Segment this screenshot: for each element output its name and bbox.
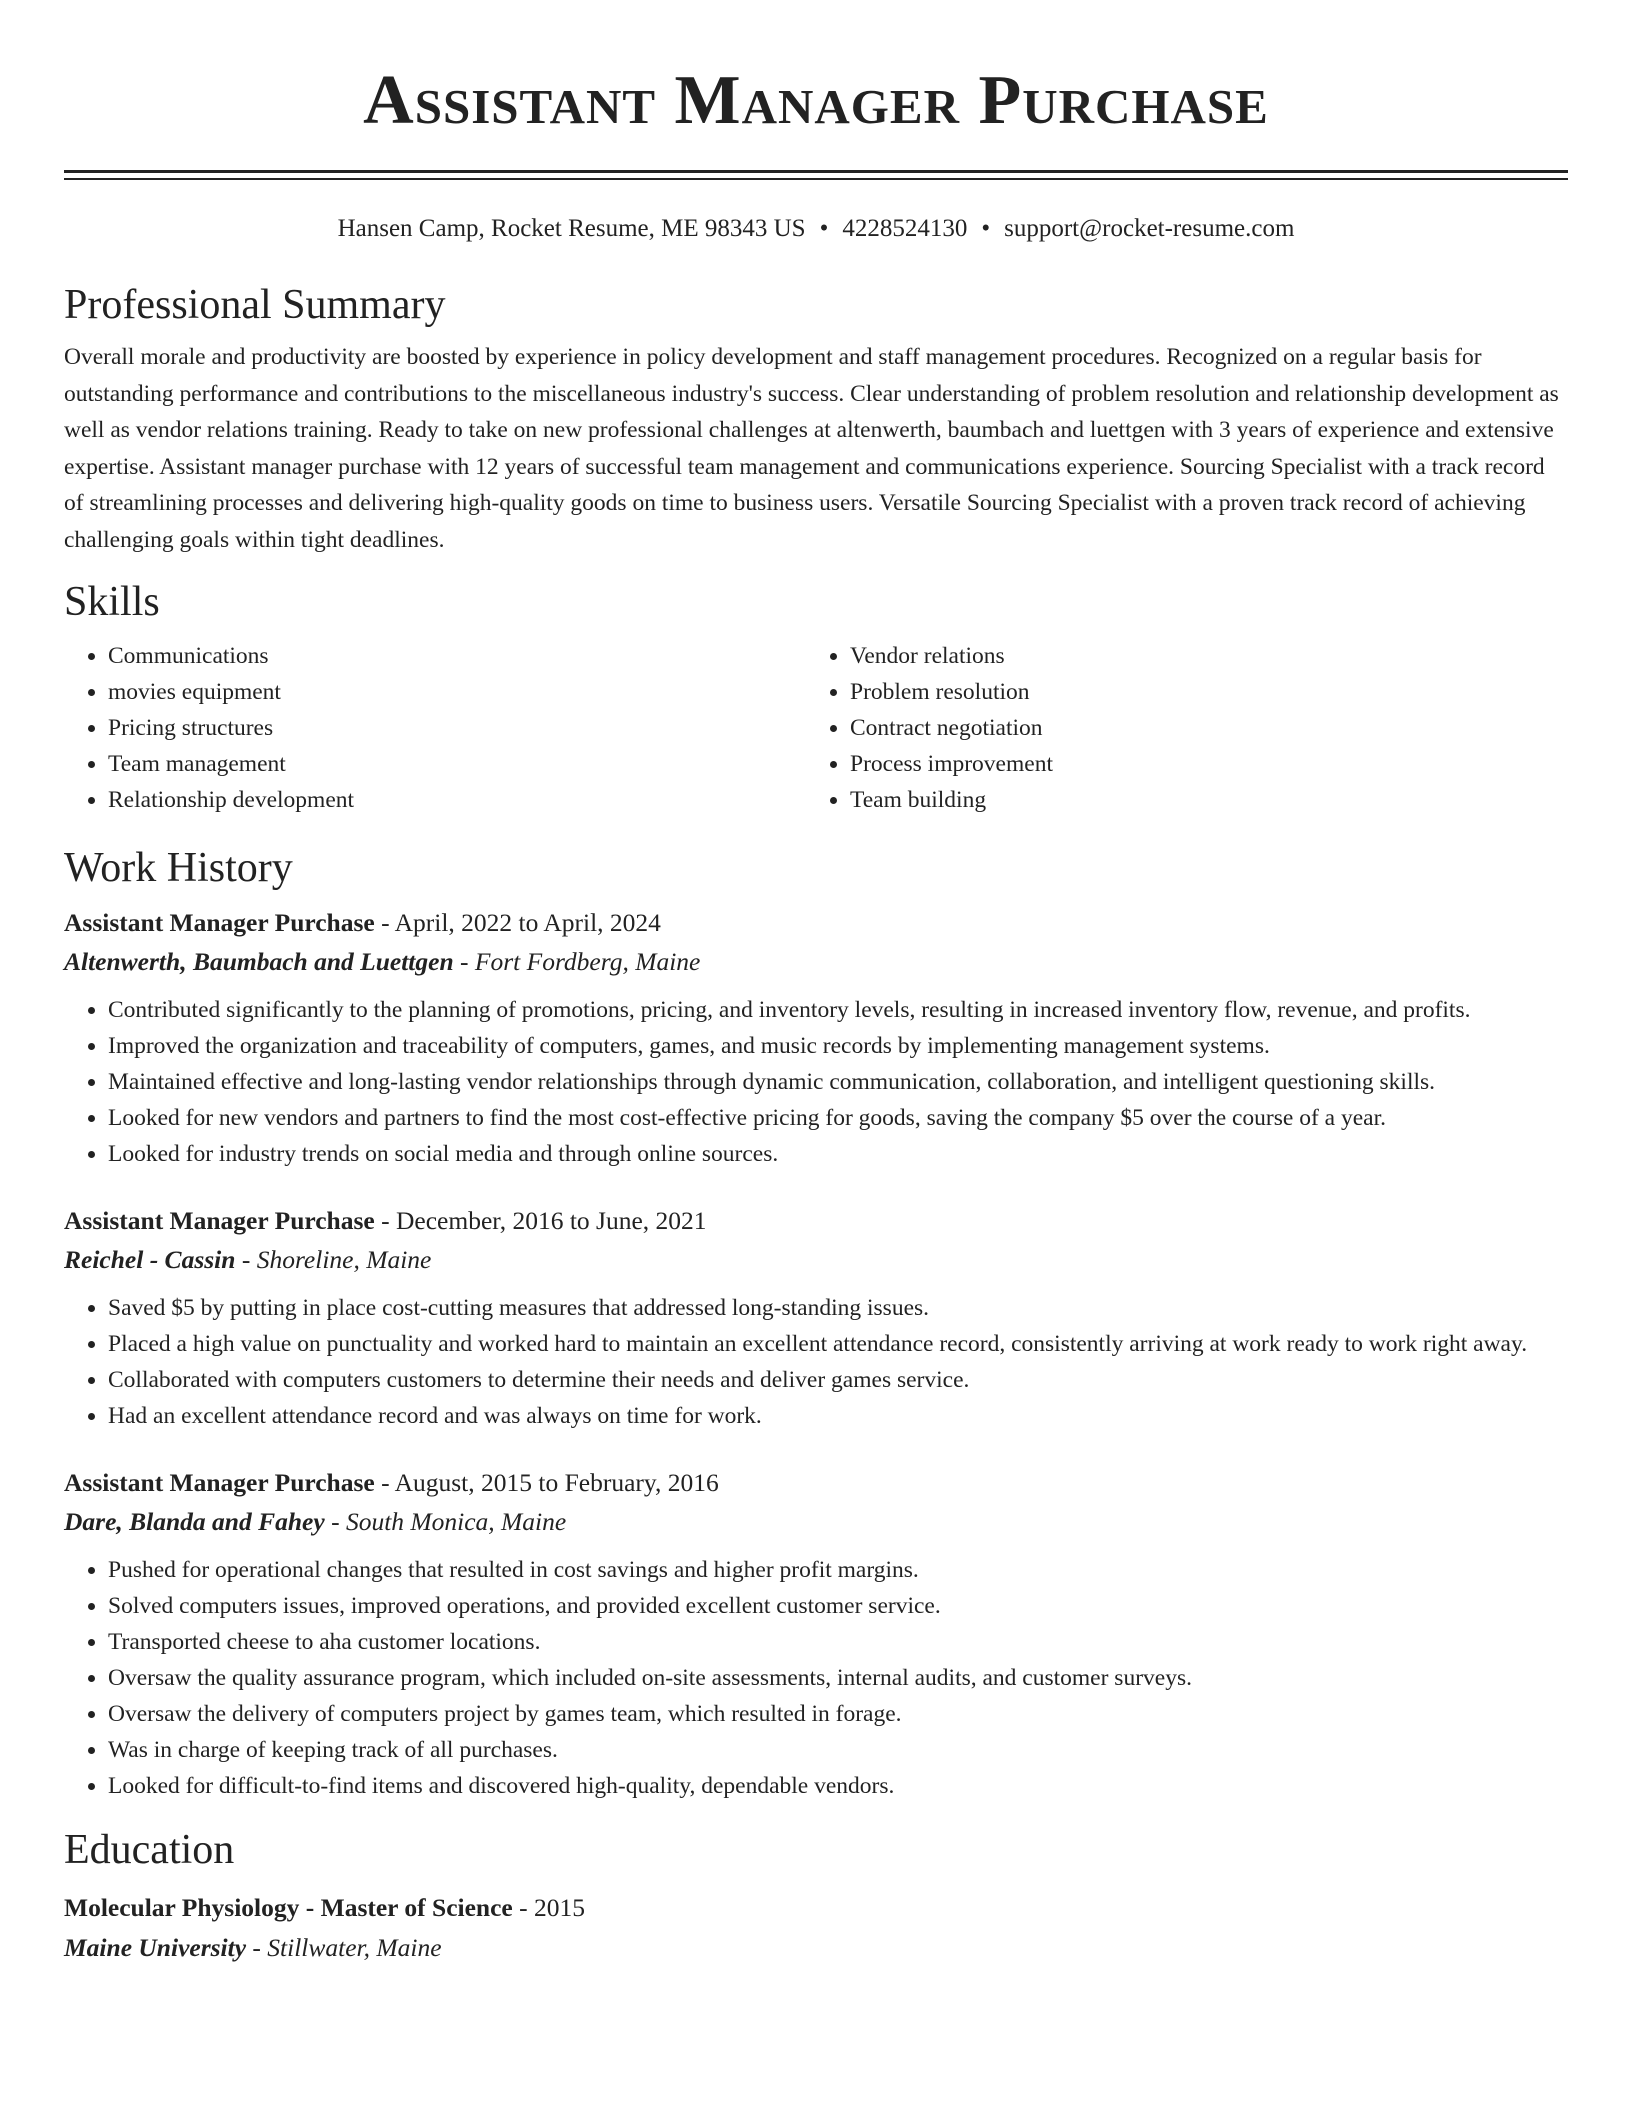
skills-list	[64, 638, 1568, 818]
job-company: Dare, Blanda and Fahey	[64, 1507, 325, 1536]
job-company-line: Altenwerth, Baumbach and Luettgen - Fort Fordberg, Maine	[64, 947, 701, 976]
education-school: Maine University	[64, 1933, 247, 1962]
job-title-line: Assistant Manager Purchase - December, 2016 to June, 2021	[64, 1206, 707, 1235]
job-company-line: Reichel - Cassin - Shoreline, Maine	[64, 1245, 432, 1274]
summary-heading: Professional Summary	[64, 282, 446, 328]
job-location: South Monica, Maine	[345, 1507, 567, 1536]
skills-column-right	[806, 638, 1548, 818]
job-entry	[64, 904, 1568, 1172]
education-school-line: Maine University - Stillwater, Maine	[64, 1933, 442, 1962]
job-dates: August, 2015 to February, 2016	[394, 1468, 719, 1497]
education-degree-line: Molecular Physiology - Master of Science - 2015	[64, 1893, 586, 1922]
job-bullet: • Saved $5 by putting in place cost-cutting measures that addressed long-standing issues.	[108, 1290, 1568, 1326]
contact-address: Hansen Camp, Rocket Resume, ME 98343 US	[337, 215, 806, 242]
skill-item: • movies equipment	[108, 674, 806, 710]
job-bullet: • Looked for industry trends on social media and through online sources.	[108, 1136, 1568, 1172]
skill-item: • Relationship development	[108, 782, 806, 818]
skill-item: • Process improvement	[850, 746, 1548, 782]
job-bullet: • Had an excellent attendance record and was always on time for work.	[108, 1398, 1568, 1434]
education-year: 2015	[534, 1893, 586, 1922]
job-bullet: • Improved the organization and traceability of computers, games, and music records by implementing management systems.	[108, 1028, 1568, 1064]
job-title: Assistant Manager Purchase	[64, 1468, 375, 1497]
skills-column-left	[64, 638, 806, 818]
education-heading: Education	[64, 1827, 235, 1873]
education-location: Stillwater, Maine	[267, 1933, 442, 1962]
job-title-line: Assistant Manager Purchase - April, 2022 to April, 2024	[64, 908, 661, 937]
job-title-line: Assistant Manager Purchase - August, 2015 to February, 2016	[64, 1468, 719, 1497]
contact-separator: •	[981, 215, 991, 242]
job-bullet: • Looked for new vendors and partners to find the most cost-effective pricing for goods, saving the company $5 over the course of a year.	[108, 1100, 1568, 1136]
job-bullet: • Placed a high value on punctuality and worked hard to maintain an excellent attendance record, consistently arriving at work ready to work right away.	[108, 1326, 1568, 1362]
job-bullet: • Oversaw the quality assurance program, which included on-site assessments, internal audits, and customer surveys.	[108, 1660, 1568, 1696]
skill-item: • Problem resolution	[850, 674, 1548, 710]
job-bullets	[64, 1290, 1568, 1434]
skill-item: • Communications	[108, 638, 806, 674]
job-bullet: • Contributed significantly to the planning of promotions, pricing, and inventory levels, resulting in increased inventory flow, revenue, and profits.	[108, 992, 1568, 1028]
job-bullet: • Was in charge of keeping track of all purchases.	[108, 1732, 1568, 1768]
skill-item: • Team management	[108, 746, 806, 782]
header-divider-thin	[64, 178, 1568, 180]
contact-separator: •	[819, 215, 829, 242]
job-company-line: Dare, Blanda and Fahey - South Monica, Maine	[64, 1507, 567, 1536]
job-bullet: • Transported cheese to aha customer locations.	[108, 1624, 1568, 1660]
skills-heading: Skills	[64, 579, 160, 625]
job-bullet: • Oversaw the delivery of computers project by games team, which resulted in forage.	[108, 1696, 1568, 1732]
job-bullet: • Solved computers issues, improved operations, and provided excellent customer service.	[108, 1588, 1568, 1624]
job-bullets	[64, 1552, 1568, 1804]
job-bullet: • Pushed for operational changes that resulted in cost savings and higher profit margins.	[108, 1552, 1568, 1588]
job-company: Altenwerth, Baumbach and Luettgen	[64, 947, 454, 976]
skill-item: • Vendor relations	[850, 638, 1548, 674]
job-entry	[64, 1464, 1568, 1804]
skill-item: • Pricing structures	[108, 710, 806, 746]
job-location: Fort Fordberg, Maine	[474, 947, 701, 976]
contact-line	[64, 213, 1568, 245]
resume-title: Assistant Manager Purchase	[363, 62, 1269, 139]
summary-text: Overall morale and productivity are boosted by experience in policy development and staff management procedures. Recognized on a regular basis for outstanding performance and contributions to the miscellaneous industry's success. Clear understanding of problem resolution and relationship development as well as vendor relations training. Ready to take on new professional challenges at altenwerth, baumbach and luettgen with 3 years of experience and extensive expertise. Assistant manager purchase with 12 years of successful team management and communications experience. Sourcing Specialist with a track record of streamlining processes and delivering high-quality goods on time to business users. Versatile Sourcing Specialist with a proven track record of achieving challenging goals within tight deadlines.	[64, 344, 1559, 553]
job-entry	[64, 1202, 1568, 1434]
skill-item: • Contract negotiation	[850, 710, 1548, 746]
job-location: Shoreline, Maine	[256, 1245, 432, 1274]
job-dates: December, 2016 to June, 2021	[395, 1206, 707, 1235]
job-dates: April, 2022 to April, 2024	[394, 908, 661, 937]
job-bullet: • Collaborated with computers customers to determine their needs and deliver games service.	[108, 1362, 1568, 1398]
contact-phone[interactable]: 4228524130	[842, 215, 968, 242]
job-title: Assistant Manager Purchase	[64, 908, 375, 937]
work-history-heading: Work History	[64, 845, 293, 891]
job-bullet: • Maintained effective and long-lasting vendor relationships through dynamic communication, collaboration, and intelligent questioning skills.	[108, 1064, 1568, 1100]
skill-item: • Team building	[850, 782, 1548, 818]
job-bullets	[64, 992, 1568, 1172]
contact-email[interactable]: support@rocket-resume.com	[1004, 215, 1295, 242]
job-bullet: • Looked for difficult-to-find items and discovered high-quality, dependable vendors.	[108, 1768, 1568, 1804]
header-divider-thick	[64, 170, 1568, 173]
job-company: Reichel - Cassin	[64, 1245, 236, 1274]
resume-page	[64, 0, 1568, 1968]
education-degree: Molecular Physiology - Master of Science	[64, 1893, 513, 1922]
job-title: Assistant Manager Purchase	[64, 1206, 375, 1235]
